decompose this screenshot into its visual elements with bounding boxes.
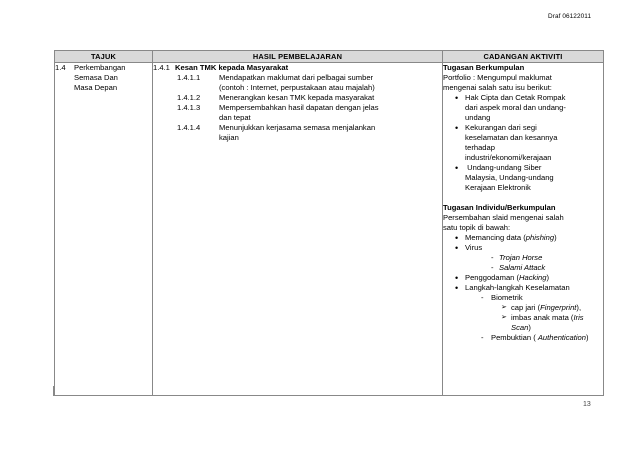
topic-term: Salami Attack bbox=[499, 263, 546, 272]
list-item bbox=[455, 273, 603, 283]
topic-term: Scan bbox=[511, 323, 529, 332]
hasil-number: 1.4.1 bbox=[153, 63, 170, 72]
hasil-item bbox=[153, 73, 442, 93]
draft-label: Draf 06122011 bbox=[548, 13, 592, 20]
topic-text: ), bbox=[576, 303, 582, 312]
hasil-item-number: 1.4.1.3 bbox=[177, 103, 201, 112]
column-header-aktiviti: CADANGAN AKTIVITI bbox=[443, 51, 604, 63]
topic-term: Authentication bbox=[537, 333, 586, 342]
list-item bbox=[455, 123, 603, 163]
list-item-line: Kerajaan Elektronik bbox=[465, 183, 531, 192]
list-item-line: Malaysia, Undang-undang bbox=[465, 173, 554, 182]
tajuk-line: Perkembangan bbox=[74, 63, 126, 72]
section-title-individual: Tugasan Individu/Berkumpulan bbox=[443, 203, 556, 212]
topic-text: Penggodaman ( bbox=[465, 273, 520, 282]
hasil-cell bbox=[153, 63, 443, 397]
issue-list bbox=[443, 93, 603, 193]
page-number: 13 bbox=[583, 401, 591, 408]
list-item bbox=[455, 283, 603, 343]
hasil-item bbox=[153, 93, 442, 103]
tajuk-cell bbox=[55, 63, 153, 397]
hasil-item-number: 1.4.1.2 bbox=[177, 93, 201, 102]
section-intro: Persembahan slaid mengenai salah bbox=[443, 213, 564, 222]
topic-term: phishing bbox=[525, 233, 555, 242]
dash-marker: - bbox=[481, 293, 484, 302]
list-item-line: • Hak Cipta dan Cetak Rompak bbox=[465, 93, 566, 102]
list-item-line: • Undang-undang Siber bbox=[465, 163, 542, 172]
section-title-group: Tugasan Berkumpulan bbox=[443, 63, 525, 72]
topic-text: ) bbox=[554, 233, 557, 242]
topic-term: Hacking bbox=[519, 273, 547, 282]
topic-term: Trojan Horse bbox=[499, 253, 543, 262]
topic-text: ) bbox=[528, 323, 531, 332]
list-item-line: terhadap bbox=[465, 143, 495, 152]
hasil-item-text: Menerangkan kesan TMK kepada masyarakat bbox=[219, 93, 375, 102]
hasil-item-text: Menunjukkan kerjasama semasa menjalankan bbox=[219, 123, 376, 132]
column-header-hasil: HASIL PEMBELAJARAN bbox=[153, 51, 443, 63]
topic-text: • Langkah-langkah Keselamatan bbox=[465, 283, 570, 292]
hasil-item-text: dan tepat bbox=[219, 113, 251, 122]
topic-text: Memancing data ( bbox=[465, 233, 526, 242]
curriculum-table bbox=[54, 50, 604, 396]
list-item-line: keselamatan dan kesannya bbox=[465, 133, 558, 142]
list-item bbox=[455, 243, 603, 273]
tajuk-line: Masa Depan bbox=[74, 83, 118, 92]
column-header-tajuk: TAJUK bbox=[55, 51, 153, 63]
arrow-bullet-icon: ➢ bbox=[501, 304, 507, 311]
topic-text: Pembuktian ( bbox=[491, 333, 538, 342]
topic-text: • Virus bbox=[465, 243, 483, 252]
hasil-item-text: (contoh : Internet, perpustakaan atau majalah) bbox=[219, 83, 375, 92]
list-item bbox=[455, 163, 603, 193]
topic-text: ) bbox=[546, 273, 550, 282]
hasil-title: Kesan TMK kepada Masyarakat bbox=[175, 63, 289, 72]
hasil-item-number: 1.4.1.4 bbox=[177, 123, 201, 132]
hasil-item-text: Mendapatkan maklumat dari pelbagai sumber bbox=[219, 73, 374, 82]
list-item-line: dari aspek moral dan undang- bbox=[465, 103, 566, 112]
dash-marker: - bbox=[491, 253, 494, 262]
dash-marker: - bbox=[481, 333, 484, 342]
section-intro: satu topik di bawah: bbox=[443, 223, 511, 232]
hasil-item-text: Mempersembahkan hasil dapatan dengan jelas bbox=[219, 103, 379, 112]
topic-term: Fingerprint bbox=[540, 303, 577, 312]
section-intro: mengenai salah satu isu berikut: bbox=[443, 83, 552, 92]
tajuk-line: Semasa Dan bbox=[74, 73, 118, 82]
topic-text: cap jari ( bbox=[511, 303, 541, 312]
hasil-item bbox=[153, 103, 442, 123]
table-row bbox=[55, 63, 604, 397]
hasil-item-text: kajian bbox=[219, 133, 239, 142]
arrow-bullet-icon: ➢ bbox=[501, 314, 507, 321]
topic-text: Biometrik bbox=[491, 293, 523, 302]
topic-text: imbas anak mata ( bbox=[511, 313, 574, 322]
hasil-item bbox=[153, 123, 442, 143]
list-item bbox=[455, 93, 603, 123]
table-bottom-border bbox=[54, 395, 603, 396]
hasil-item-number: 1.4.1.1 bbox=[177, 73, 201, 82]
aktiviti-cell bbox=[443, 63, 604, 397]
list-item-line: industri/ekonomi/kerajaan bbox=[465, 153, 552, 162]
list-item-line: undang bbox=[465, 113, 491, 122]
topic-list bbox=[443, 233, 603, 343]
topic-term: Iris bbox=[573, 313, 584, 322]
list-item-line: • Kekurangan dari segi bbox=[465, 123, 537, 132]
section-intro: Portfolio : Mengumpul maklumat bbox=[443, 73, 552, 82]
list-item bbox=[455, 233, 603, 243]
tajuk-number: 1.4 bbox=[55, 63, 66, 72]
dash-marker: - bbox=[491, 263, 494, 272]
topic-text: ) bbox=[586, 333, 589, 342]
